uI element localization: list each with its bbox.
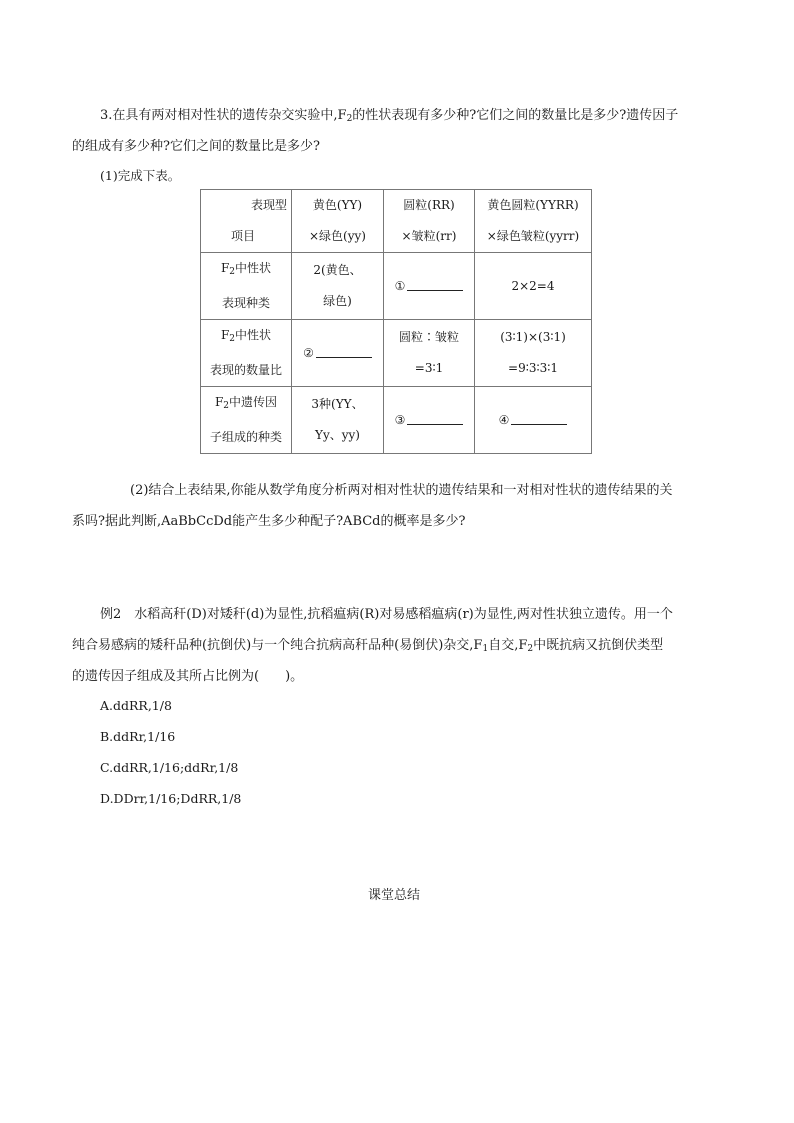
header-col2 <box>384 190 475 253</box>
row2-label-line2: 表现的数量比 <box>209 363 282 377</box>
header-col1-line1: 黄色(YY) <box>312 198 363 212</box>
example2-line2-text-a: 纯合易感病的矮秆品种(抗倒伏)与一个纯合抗病高秆品种(易倒伏)杂交,F <box>72 638 483 653</box>
row3-col1-line2: Yy、yy) <box>315 428 360 442</box>
q3-question-line2: 的组成有多少种?它们之间的数量比是多少? <box>72 139 320 154</box>
row1-label-line1 <box>201 253 291 288</box>
header-col1 <box>292 190 384 253</box>
header-col3-line1: 黄色圆粒(YYRR) <box>487 198 579 212</box>
table-header-row <box>201 190 592 253</box>
example2-line3: 的遗传因子组成及其所占比例为( )。 <box>72 669 304 684</box>
q3-line1-text-a: 3.在具有两对相对性状的遗传杂交实验中,F <box>100 108 347 123</box>
row3-label-line2: 子组成的种类 <box>209 430 282 444</box>
row1-col1-line2: 绿色) <box>323 294 352 308</box>
row2-col2 <box>384 320 475 387</box>
corner-bottom-label: 项目 <box>231 229 256 243</box>
row2-col1 <box>292 320 384 387</box>
row3-label <box>201 387 292 454</box>
answer-blank-2[interactable] <box>316 343 372 358</box>
q3-line1-text-b: 的性状表现有多少种?它们之间的数量比是多少?遗传因子 <box>352 108 679 123</box>
answer-blank-4[interactable] <box>511 410 567 425</box>
genetics-table <box>200 189 592 454</box>
blank-marker-4: ④ <box>498 412 510 427</box>
row1-col1 <box>292 253 384 320</box>
option-c[interactable]: C.ddRR,1/16;ddRr,1/8 <box>100 760 239 775</box>
row2-label-text: 中性状 <box>235 328 272 342</box>
example2-line2 <box>72 634 663 654</box>
row1-label-text: 中性状 <box>235 261 272 275</box>
table-row <box>201 387 592 454</box>
row3-col2 <box>384 387 475 454</box>
example2-line2-text-c: 中既抗病又抗倒伏类型 <box>533 638 664 653</box>
row3-label-sub: 2 <box>223 401 230 411</box>
option-b[interactable]: B.ddRr,1/16 <box>100 729 176 744</box>
section-title-summary: 课堂总结 <box>368 888 421 903</box>
table-corner-cell <box>201 190 292 253</box>
row1-label-f: F <box>220 261 230 275</box>
row1-col1-line1: 2(黄色、 <box>313 263 362 277</box>
q3-subquestion-2-line1: (2)结合上表结果,你能从数学角度分析两对相对性状的遗传结果和一对相对性状的遗传结果的关 <box>130 483 673 498</box>
example2-line2-text-b: 自交,F <box>488 638 528 653</box>
row1-col2 <box>384 253 475 320</box>
header-col3-line2: ×绿色皱粒(yyrr) <box>486 229 580 243</box>
row2-label-sub: 2 <box>229 334 236 344</box>
example2-line1: 例2 水稻高秆(D)对矮秆(d)为显性,抗稻瘟病(R)对易感稻瘟病(r)为显性,两对性状独立遗传。用一个 <box>100 607 673 622</box>
row3-col1-line1: 3种(YY、 <box>311 397 364 411</box>
answer-blank-1[interactable] <box>407 276 463 291</box>
blank-marker-1: ① <box>394 278 406 293</box>
row1-label-sub: 2 <box>229 267 236 277</box>
blank-marker-2: ② <box>303 345 314 360</box>
row2-label <box>201 320 292 387</box>
example2-line2-sub2: 2 <box>527 644 534 654</box>
table-row <box>201 320 592 387</box>
row2-col2-line1: 圆粒∶皱粒 <box>398 330 459 344</box>
row2-label-line1 <box>201 320 291 355</box>
corner-top-label: 表现型 <box>250 198 287 212</box>
row3-col3 <box>475 387 592 454</box>
example2-line2-sub1: 1 <box>482 644 489 654</box>
row2-col3-line1: (3∶1)×(3∶1) <box>500 330 566 344</box>
header-col1-line2: ×绿色(yy) <box>309 229 366 243</box>
option-a[interactable]: A.ddRR,1/8 <box>100 698 172 713</box>
row2-col2-line2: =3∶1 <box>414 361 444 375</box>
q3-subquestion-2-line2: 系吗?据此判断,AaBbCcDd能产生多少种配子?ABCd的概率是多少? <box>72 514 466 529</box>
row1-label-line2: 表现种类 <box>221 296 270 310</box>
row3-label-f: F <box>214 395 224 409</box>
row2-col3-line2: =9∶3∶3∶1 <box>508 361 558 375</box>
row2-label-f: F <box>220 328 230 342</box>
q3-line1-subscript: 2 <box>346 114 353 124</box>
header-col3 <box>475 190 592 253</box>
header-col2-line1: 圆粒(RR) <box>403 198 455 212</box>
table-row <box>201 253 592 320</box>
row1-label <box>201 253 292 320</box>
q3-subquestion-1: (1)完成下表。 <box>100 168 181 183</box>
header-col2-line2: ×皱粒(rr) <box>401 229 457 243</box>
answer-blank-3[interactable] <box>407 410 463 425</box>
row3-label-line1 <box>201 387 291 422</box>
q3-question-line1 <box>100 104 678 124</box>
row1-col3: 2×2=4 <box>475 253 592 320</box>
option-d[interactable]: D.DDrr,1/16;DdRR,1/8 <box>100 791 242 806</box>
row3-label-text: 中遗传因 <box>229 395 278 409</box>
blank-marker-3: ③ <box>394 412 406 427</box>
row3-col1 <box>292 387 384 454</box>
row2-col3 <box>475 320 592 387</box>
